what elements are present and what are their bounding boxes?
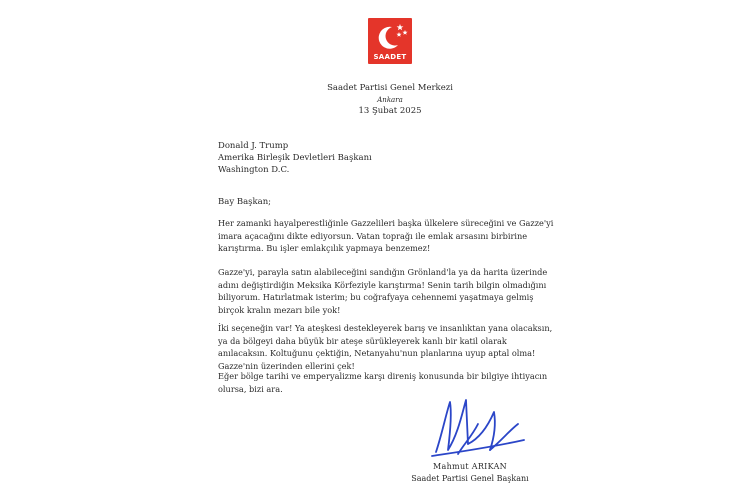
- body-paragraph-4: Eğer bölge tarihi ve emperyalizme karşı direniş konusunda bir bilgiye ihtiyacın olursa, bizi ara.: [218, 371, 548, 394]
- body-paragraph-1: Her zamanki hayalperestliğinle Gazzelileri başka ülkelere süreceğini ve Gazze'yi imara açacağını dikte ediyorsun. Vatan toprağı ile emlak arsasını birbirine karıştırma. Bu işler emlakçılık yapmaya benzemez!: [218, 218, 554, 254]
- letter-city: Ankara: [377, 96, 403, 104]
- recipient-title: Amerika Birleşik Devletleri Başkanı: [218, 153, 372, 163]
- salutation: Bay Başkan;: [218, 197, 272, 207]
- signatory-name: Mahmut ARIKAN: [433, 462, 507, 471]
- party-logo: [368, 18, 412, 64]
- handwritten-signature: [428, 394, 528, 462]
- signatory-title: Saadet Partisi Genel Başkanı: [411, 474, 529, 483]
- logo-wordmark: SAADET: [373, 53, 407, 61]
- recipient-name: Donald J. Trump: [218, 141, 289, 151]
- crescent-stars-icon: [368, 18, 412, 54]
- recipient-location: Washington D.C.: [218, 165, 290, 175]
- body-paragraph-3: İki seçeneğin var! Ya ateşkesi destekleyerek barış ve insanlıktan yana olacaksın, ya da bölgeyi daha büyük bir ateşe sürükleyerek kanlı bir katil olarak anılacaksın. Koltuğunu çektiğin, Netanyahu'nun planlarına uyup aptal olma! Gazze'nin üzerinden ellerini çek!: [218, 323, 553, 371]
- letter-date: 13 Şubat 2025: [358, 106, 422, 116]
- body-paragraph-2: Gazze'yi, parayla satın alabileceğini sandığın Grönland'la ya da harita üzerinde adını değiştirdiğin Meksika Körfeziyle karıştırma! Senin tarih bilgin olmadığını biliyorum. Hatırlatmak isterim; bu coğrafyaya cehennemi yaşatmaya gelmiş birçok kralın mezarı bile yok!: [218, 267, 548, 315]
- organization-name: Saadet Partisi Genel Merkezi: [327, 83, 453, 93]
